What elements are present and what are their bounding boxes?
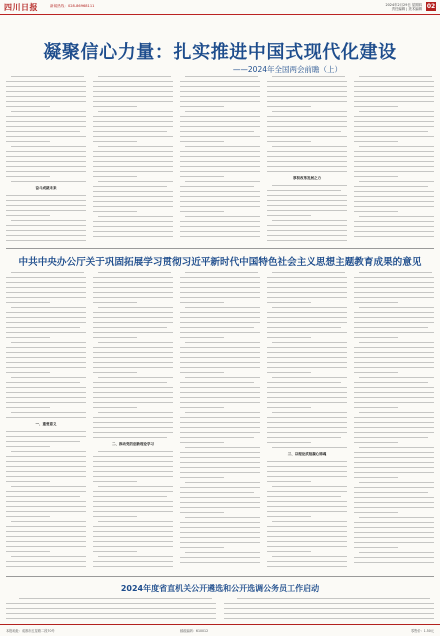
section-title: 一、重要意义 [35, 422, 57, 426]
lead-article-column-4 [267, 74, 347, 244]
section-divider [6, 248, 434, 249]
body-text-line [267, 445, 347, 450]
lead-article-headline: 凝聚信心力量：扎实推进中国式现代化建设 [43, 42, 397, 63]
body-text-line [93, 564, 173, 569]
body-text-line [6, 238, 86, 243]
third-article-headline: 2024年度省直机关公开遴选和公开选调公务员工作启动 [120, 584, 320, 593]
page-footer [0, 624, 440, 636]
body-text-line [180, 234, 260, 239]
body-text-line [267, 238, 347, 243]
section-title: 二、推动党的创新理论学习 [112, 442, 154, 446]
body-text-line [6, 564, 86, 569]
section-title: 三、以理论武装凝心铸魂 [287, 452, 327, 456]
footer-address: 本报地址：成都市红星路二段70号 [6, 629, 55, 633]
footer-postcode: 邮政编码：610012 [180, 629, 209, 633]
publish-date: 2024年2月29日 星期四 [385, 3, 422, 7]
lead-article-subhead: ——2024年全国两会前瞻（上） [232, 65, 342, 74]
second-article-headline: 中共中央办公厅关于巩固拓展学习贯彻习近平新时代中国特色社会主义思想主题教育成果的意见 [18, 257, 422, 268]
body-text-line [354, 234, 434, 239]
dateline [385, 3, 422, 11]
lead-article-column-5 [354, 74, 434, 244]
body-text-line [354, 560, 434, 565]
section-title: 厚积改革发展之力 [293, 176, 321, 180]
third-article-column-2 [224, 596, 434, 622]
body-text-line [6, 616, 216, 621]
lead-article-column-2 [93, 74, 173, 244]
newspaper-logo: 四川日报 [4, 2, 38, 12]
footer-price: 零售价：1.50元 [410, 629, 434, 633]
news-hotline: 新闻热线：028-86968111 [50, 4, 95, 8]
body-text-line [93, 435, 173, 440]
third-article-column-1 [6, 596, 216, 622]
body-text-line [224, 616, 434, 621]
body-text-line [267, 169, 347, 174]
section-divider [6, 576, 434, 577]
second-article-column-3 [180, 270, 260, 570]
masthead [0, 0, 440, 15]
body-text-line [93, 234, 173, 239]
second-article-column-1 [6, 270, 86, 570]
body-text-line [180, 560, 260, 565]
lead-article-column-3 [180, 74, 260, 244]
body-text-line [6, 179, 86, 184]
second-article-column-5 [354, 270, 434, 570]
body-text-line [6, 415, 86, 420]
editors-line: 责任编辑 | 美术编辑 [391, 7, 422, 11]
body-text-line [267, 564, 347, 569]
section-title: 奋斗成就未来 [35, 186, 57, 190]
page-number-badge: 02 [426, 3, 436, 10]
second-article-column-4 [267, 270, 347, 570]
lead-article-column-1 [6, 74, 86, 244]
second-article-column-2 [93, 270, 173, 570]
